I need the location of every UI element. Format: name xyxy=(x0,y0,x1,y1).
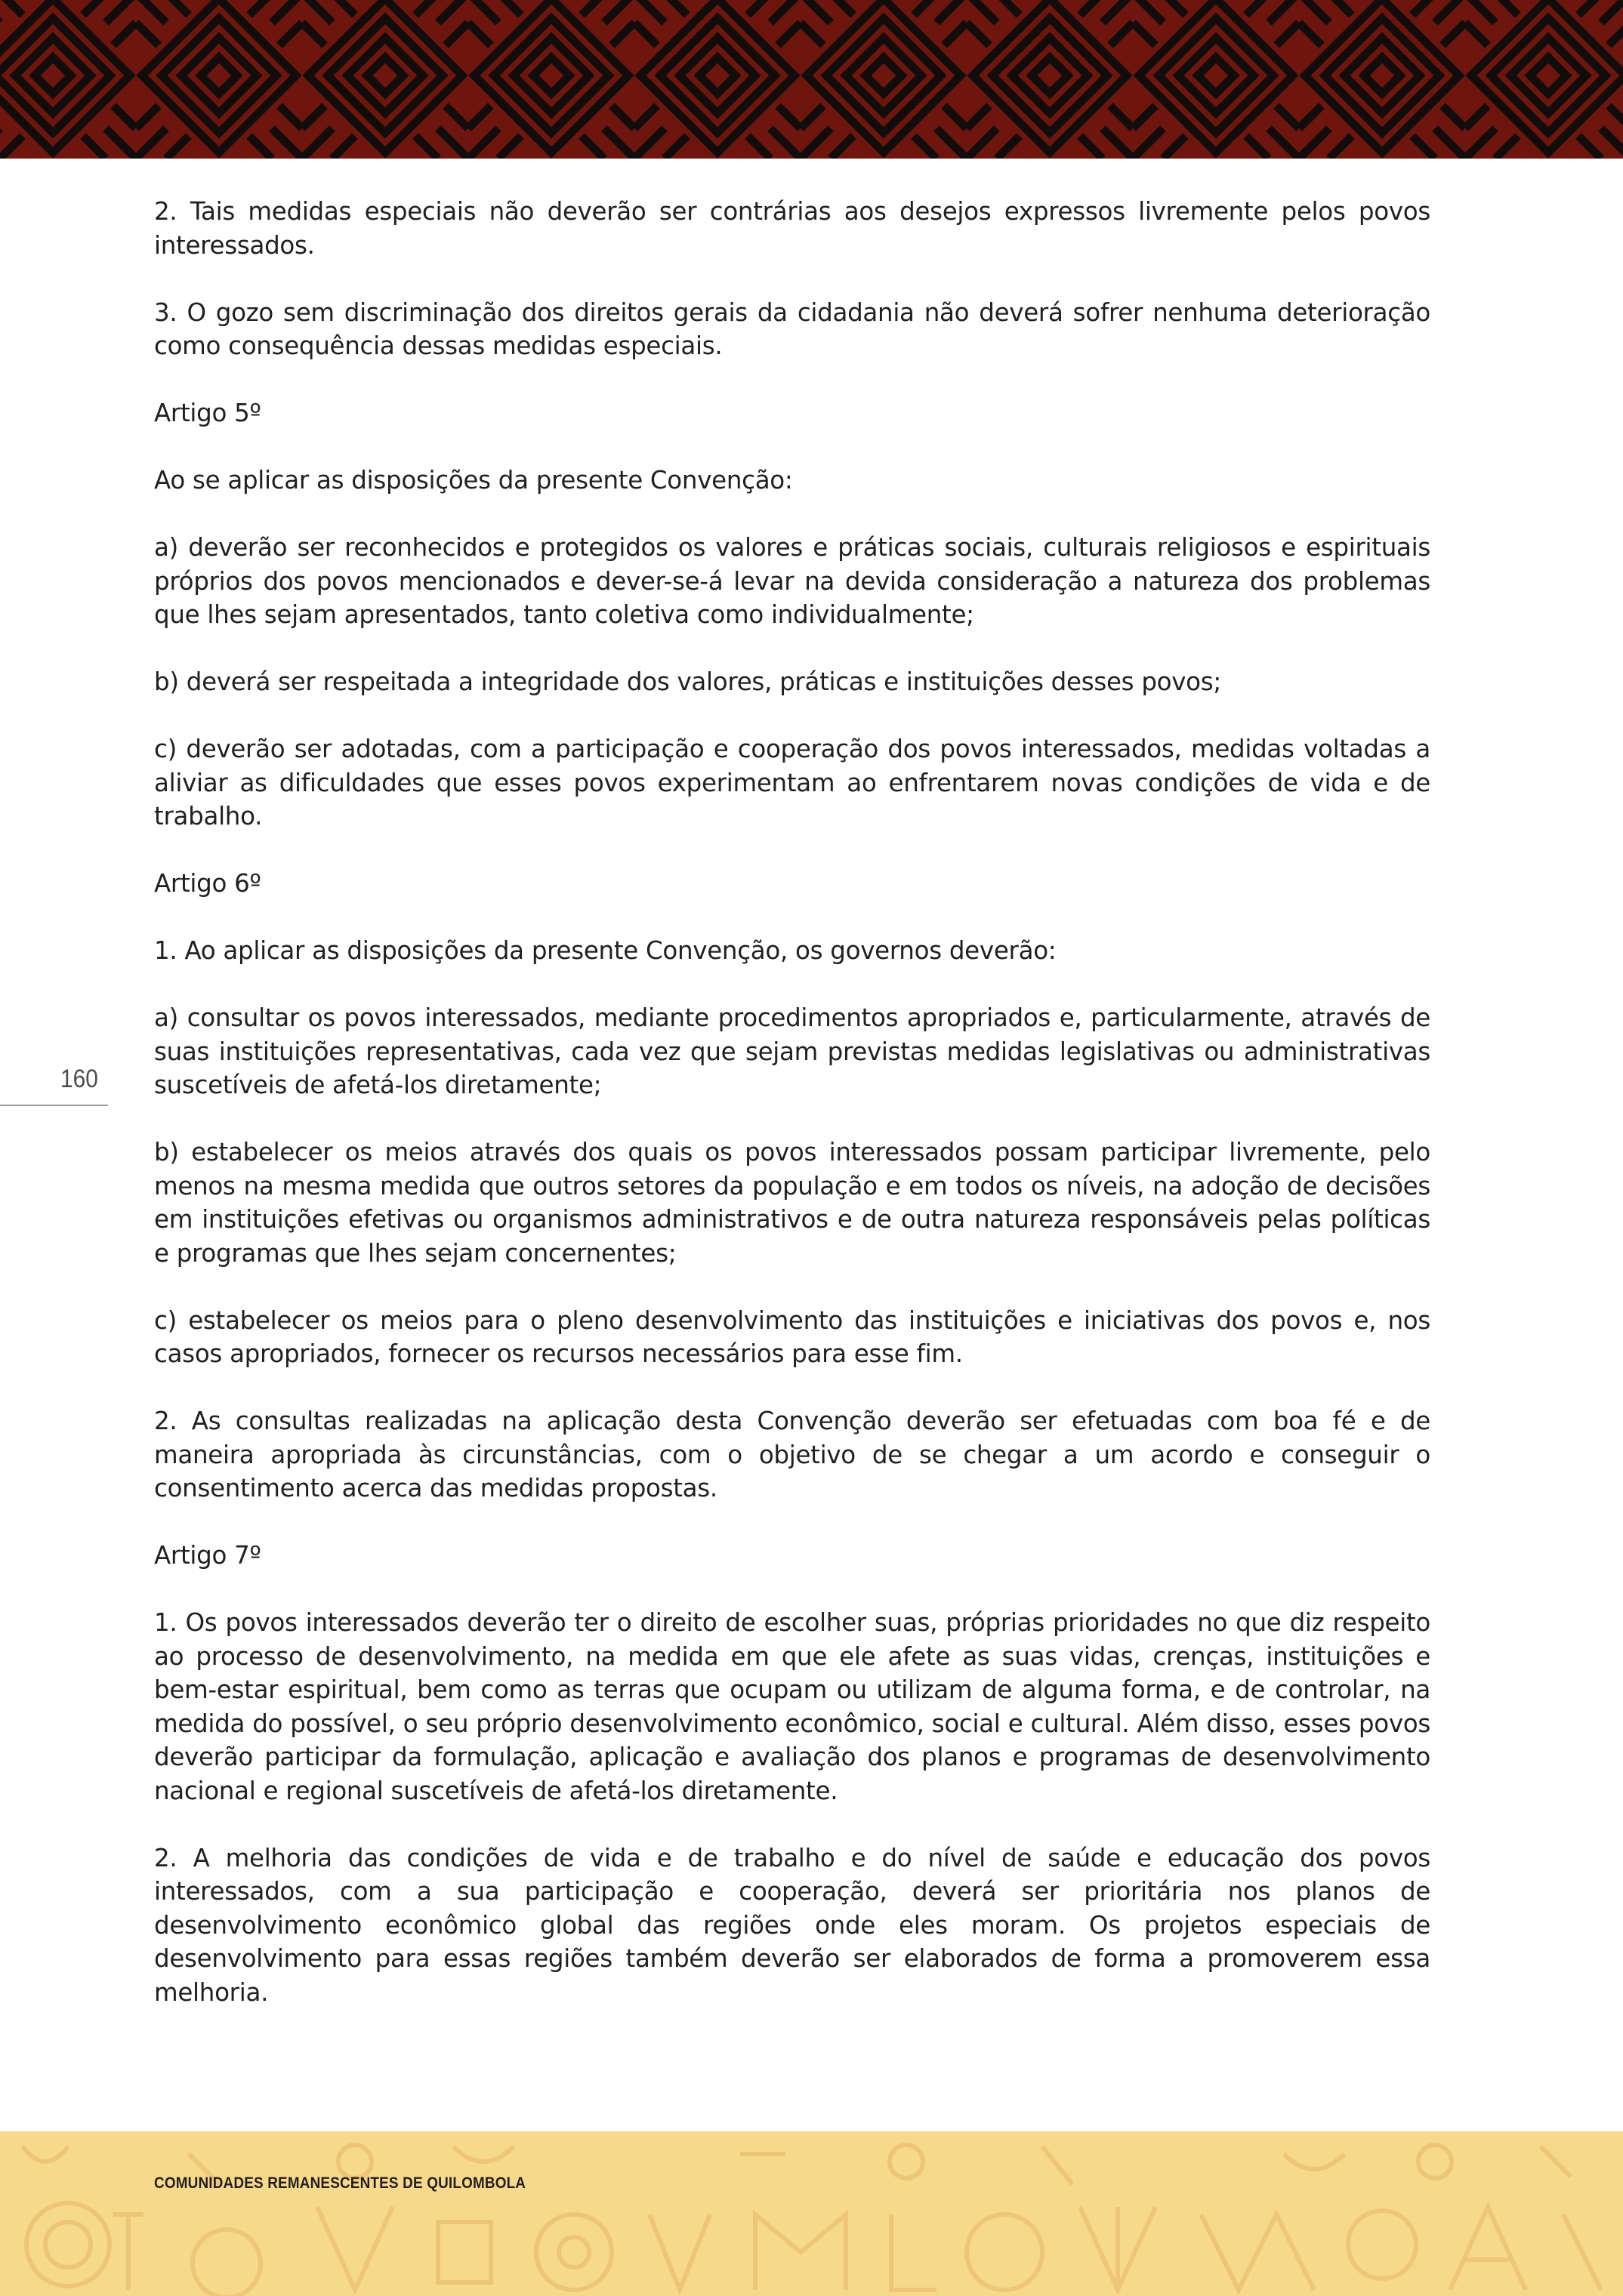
article-heading: Artigo 7º xyxy=(154,1541,261,1570)
paragraph: Ao se aplicar as disposições da presente Convenção: xyxy=(154,466,793,495)
document-body xyxy=(154,195,1430,2043)
paragraph: c) estabelecer os meios para o pleno desenvolvimento das instituições e iniciativas dos povos e, nos casos apropriados, fornecer os recursos necessários para esse fim. xyxy=(154,1305,1430,1368)
paragraph: a) consultar os povos interessados, mediante procedimentos apropriados e, particularmente, através de suas instituições representativas, cada vez que sejam previstas medidas legislativas ou administrativas suscetíveis de afetá-los diretamente; xyxy=(154,1003,1430,1099)
paragraph: 2. Tais medidas especiais não deverão ser contrárias aos desejos expressos livremente pelos povos interessados. xyxy=(154,197,1430,260)
article-heading: Artigo 5º xyxy=(154,399,261,427)
page-number: 160 xyxy=(60,1065,98,1093)
paragraph: 1. Os povos interessados deverão ter o direito de escolher suas, próprias prioridades no que diz respeito ao processo de desenvolvimento, na medida em que ele afete as suas vidas, crenças, instituições e bem-estar espiritual, bem como as terras que ocupam ou utilizam de alguma forma, e de controlar, na medida do possível, o seu próprio desenvolvimento econômico, social e cultural. Além disso, esses povos deverão participar da formulação, aplicação e avaliação dos planos e programas de desenvolvimento nacional e regional suscetíveis de afetá-los diretamente. xyxy=(154,1608,1430,1805)
footer-publication-title: COMUNIDADES REMANESCENTES DE QUILOMBOLA xyxy=(154,2174,526,2192)
paragraph: b) deverá ser respeitada a integridade dos valores, práticas e instituições desses povos; xyxy=(154,667,1222,696)
paragraph: b) estabelecer os meios através dos quais os povos interessados possam participar livremente, pelo menos na mesma medida que outros setores da população e em todos os níveis, na adoção de decisões em instituições efetivas ou organismos administrativos e de outra natureza responsáveis pelas políticas e programas que lhes sejam concernentes; xyxy=(154,1138,1430,1268)
paragraph: 2. As consultas realizadas na aplicação desta Convenção deverão ser efetuadas com boa fé e de maneira apropriada às circunstâncias, com o objetivo de se chegar a um acordo e conseguir o consentimento acerca das medidas propostas. xyxy=(154,1407,1430,1502)
paragraph: 2. A melhoria das condições de vida e de trabalho e do nível de saúde e educação dos povos interessados, com a sua participação e cooperação, deverá ser prioritária nos planos de desenvolvimento econômico global das regiões onde eles moram. Os projetos especiais de desenvolvimento para essas regiões também deverão ser elaborados de forma a promoverem essa melhoria. xyxy=(154,1843,1430,2007)
paragraph: 1. Ao aplicar as disposições da presente Convenção, os governos deverão: xyxy=(154,936,1057,965)
page-number-rule xyxy=(0,1105,108,1106)
geometric-pattern-icon xyxy=(0,0,1623,159)
footer-pattern-band xyxy=(0,2131,1623,2296)
paragraph: a) deverão ser reconhecidos e protegidos os valores e práticas sociais, culturais religiosos e espirituais próprios dos povos mencionados e dever-se-á levar na devida consideração a natureza dos problemas que lhes sejam apresentados, tanto coletiva como individualmente; xyxy=(154,533,1430,629)
header-pattern-band xyxy=(0,0,1623,159)
paragraph: c) deverão ser adotadas, com a participação e cooperação dos povos interessados, medidas voltadas a aliviar as dificuldades que esses povos experimentam ao enfrentarem novas condições de vida e de trabalho. xyxy=(154,735,1430,831)
glyph-pattern-icon xyxy=(0,2131,1623,2296)
article-heading: Artigo 6º xyxy=(154,869,261,898)
paragraph: 3. O gozo sem discriminação dos direitos gerais da cidadania não deverá sofrer nenhuma deterioração como consequência dessas medidas especiais. xyxy=(154,297,1430,360)
